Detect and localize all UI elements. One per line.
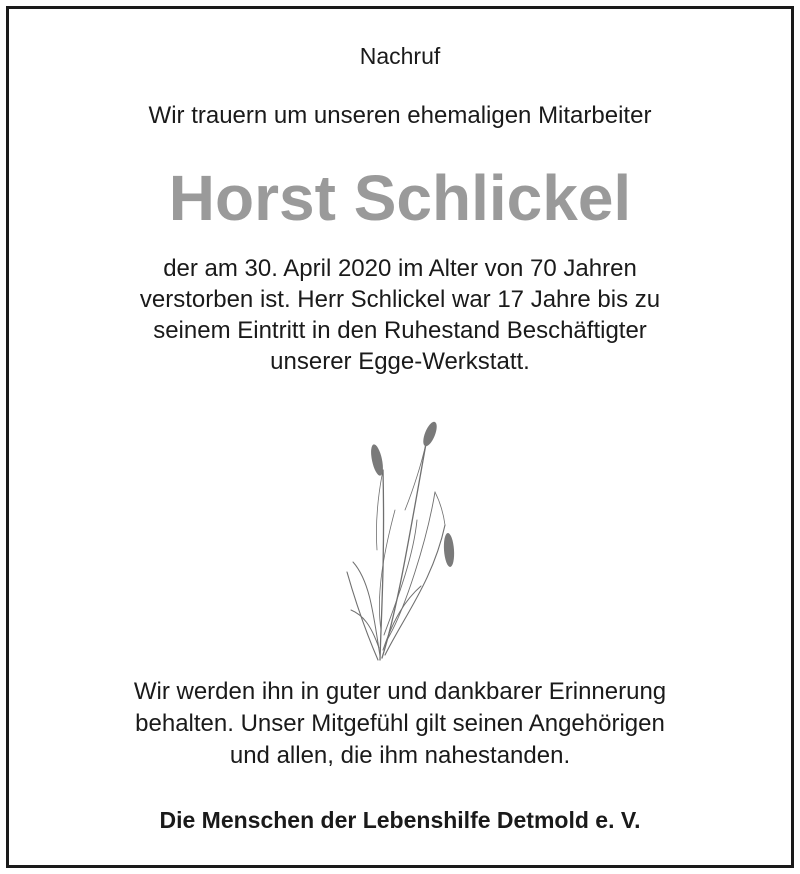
closing-line: Wir werden ihn in guter und dankbarer Erinnerung bbox=[133, 678, 667, 705]
deceased-name: Horst Schlickel bbox=[168, 162, 632, 234]
intro-line: Wir trauern um unseren ehemaligen Mitarbeiter bbox=[148, 102, 652, 129]
details-line: unserer Egge-Werkstatt. bbox=[270, 348, 530, 375]
details-line: der am 30. April 2020 im Alter von 70 Jahren bbox=[163, 255, 637, 282]
details-line: seinem Eintritt in den Ruhestand Beschäftigter bbox=[153, 317, 647, 344]
closing-line: und allen, die ihm nahestanden. bbox=[229, 742, 571, 769]
signature: Die Menschen der Lebenshilfe Detmold e. V. bbox=[159, 807, 641, 833]
notice-heading: Nachruf bbox=[359, 43, 441, 69]
wheat-grass-icon bbox=[335, 410, 465, 665]
details-line: verstorben ist. Herr Schlickel war 17 Jahre bis zu bbox=[139, 286, 661, 313]
obituary-details bbox=[0, 253, 800, 377]
closing-message bbox=[0, 676, 800, 772]
closing-line: behalten. Unser Mitgefühl gilt seinen Angehörigen bbox=[135, 710, 665, 737]
